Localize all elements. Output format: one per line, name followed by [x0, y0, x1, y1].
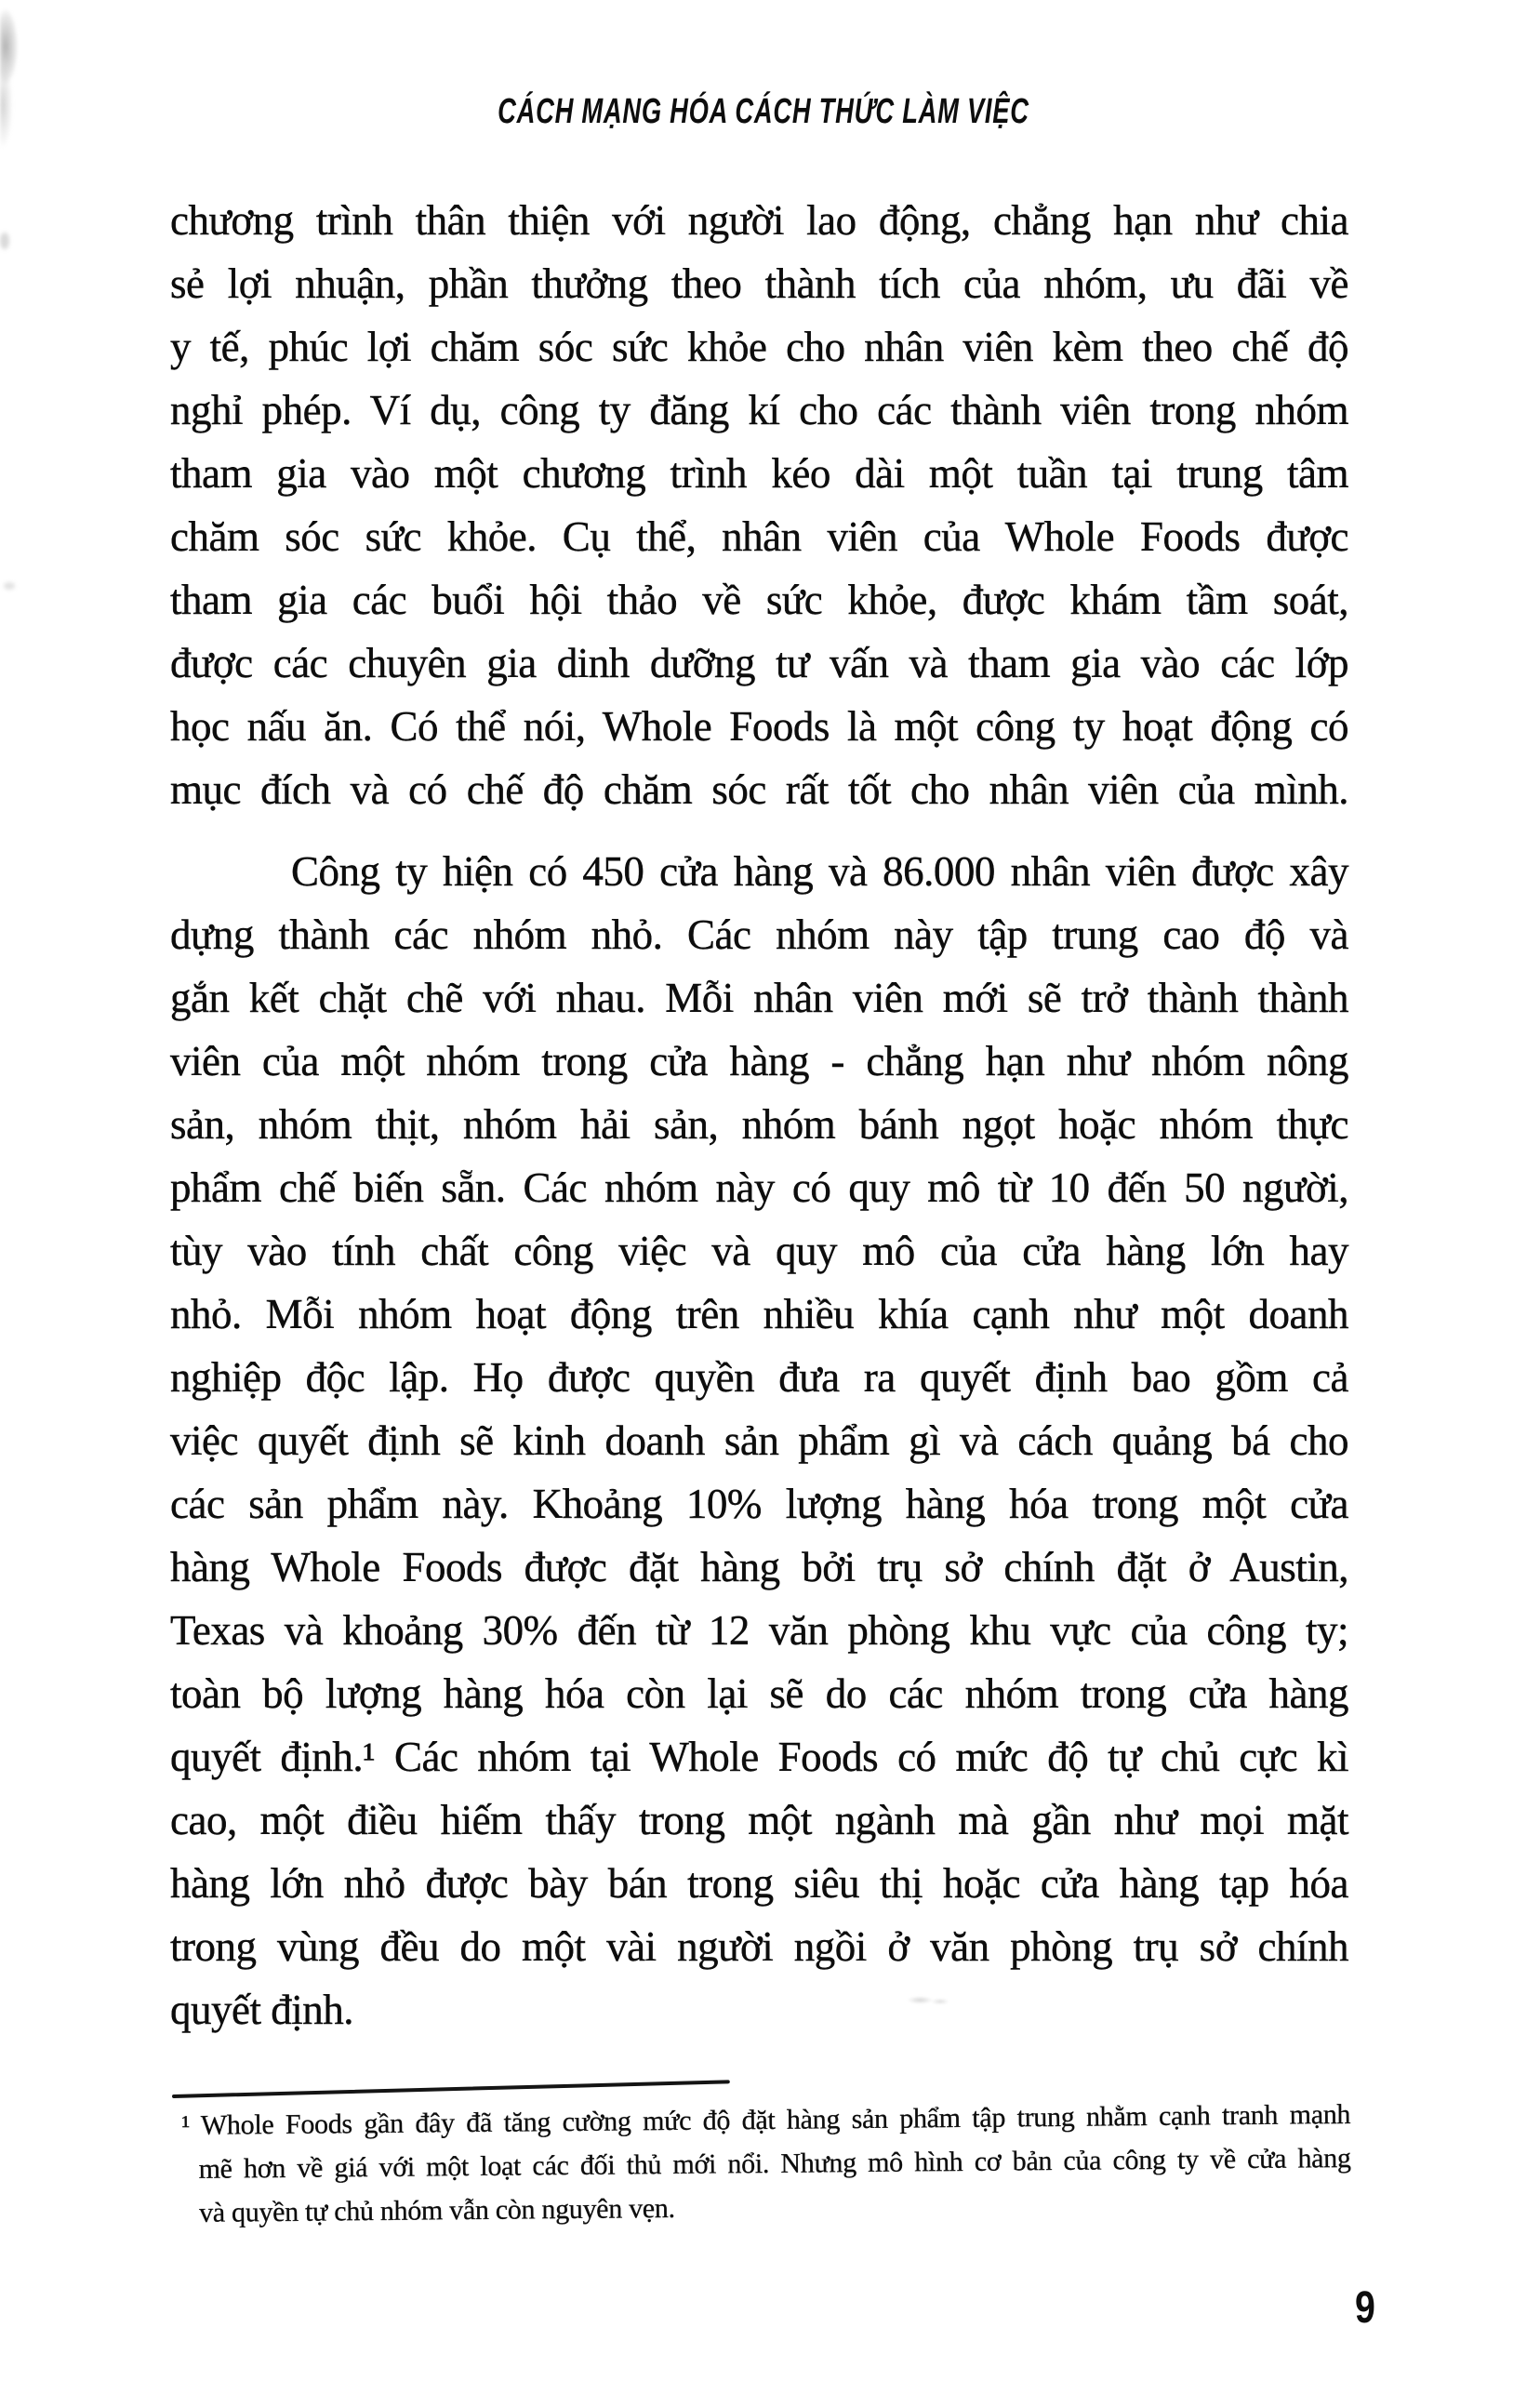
text-line: cao, một điều hiếm thấy trong một ngành mà gần như mọi mặt: [170, 1797, 1348, 1843]
text-line: phẩm chế biến sẵn. Các nhóm này có quy mô từ 10 đến 50 người,: [170, 1164, 1348, 1211]
text-line: Công ty hiện có 450 cửa hàng và 86.000 nhân viên được xây: [291, 848, 1348, 895]
page-number: 9: [1355, 2283, 1375, 2333]
text-line: mục đích và có chế độ chăm sóc rất tốt cho nhân viên của mình.: [170, 766, 1348, 813]
text-line: Texas và khoảng 30% đến từ 12 văn phòng khu vực của công ty;: [170, 1607, 1348, 1654]
text-line: sản, nhóm thịt, nhóm hải sản, nhóm bánh ngọt hoặc nhóm thực: [170, 1101, 1348, 1148]
body-text: [170, 189, 1348, 2041]
text-line: dựng thành các nhóm nhỏ. Các nhóm này tập trung cao độ và: [170, 911, 1348, 958]
text-line: y tế, phúc lợi chăm sóc sức khỏe cho nhân viên kèm theo chế độ: [170, 324, 1348, 370]
paragraph-1: [170, 189, 1348, 821]
text-line: nghỉ phép. Ví dụ, công ty đăng kí cho các thành viên trong nhóm: [170, 387, 1348, 433]
text-line: hàng lớn nhỏ được bày bán trong siêu thị hoặc cửa hàng tạp hóa: [170, 1860, 1348, 1907]
text-line: toàn bộ lượng hàng hóa còn lại sẽ do các nhóm trong cửa hàng: [170, 1670, 1348, 1717]
text-line: nhỏ. Mỗi nhóm hoạt động trên nhiều khía cạnh như một doanh: [170, 1291, 1348, 1337]
scan-speck-artifact: [0, 233, 9, 249]
text-line: nghiệp độc lập. Họ được quyền đưa ra quyết định bao gồm cả: [170, 1354, 1348, 1401]
text-line: tham gia vào một chương trình kéo dài một tuần tại trung tâm: [170, 450, 1348, 497]
text-line: học nấu ăn. Có thể nói, Whole Foods là một công ty hoạt động có: [170, 703, 1348, 750]
text-line: quyết định.¹ Các nhóm tại Whole Foods có mức độ tự chủ cực kì: [170, 1734, 1348, 1780]
text-line: các sản phẩm này. Khoảng 10% lượng hàng hóa trong một cửa: [170, 1481, 1348, 1527]
text-line: và quyền tự chủ nhóm vẫn còn nguyên vẹn.: [198, 2192, 675, 2228]
text-line: chăm sóc sức khỏe. Cụ thể, nhân viên của Whole Foods được: [170, 513, 1348, 560]
footnote-separator-rule: [172, 2080, 730, 2098]
text-line: gắn kết chặt chẽ với nhau. Mỗi nhân viên mới sẽ trở thành thành: [170, 975, 1348, 1021]
chapter-title: CÁCH MẠNG HÓA CÁCH THỨC LÀM VIỆC: [498, 92, 1029, 131]
paragraph-2: [170, 840, 1348, 2041]
text-line: sẻ lợi nhuận, phần thưởng theo thành tích của nhóm, ưu đãi về: [170, 260, 1348, 307]
text-line: tham gia các buổi hội thảo về sức khỏe, được khám tầm soát,: [170, 577, 1348, 623]
text-line: viên của một nhóm trong cửa hàng - chẳng hạn như nhóm nông: [170, 1038, 1348, 1084]
text-line: mẽ hơn về giá với một loạt các đối thủ mới nổi. Nhưng mô hình cơ bản của công ty về cửa hàng: [198, 2142, 1351, 2185]
text-line: việc quyết định sẽ kinh doanh sản phẩm gì và cách quảng bá cho: [170, 1417, 1348, 1464]
running-head: [0, 89, 1527, 141]
text-line: được các chuyên gia dinh dưỡng tư vấn và tham gia vào các lớp: [170, 640, 1348, 686]
text-line: hàng Whole Foods được đặt hàng bởi trụ sở chính đặt ở Austin,: [170, 1544, 1348, 1590]
scan-speck-artifact: [4, 582, 15, 590]
text-line: quyết định.: [170, 1987, 353, 2033]
text-line: ¹ Whole Foods gần đây đã tăng cường mức độ đặt hàng sản phẩm tập trung nhằm cạnh tranh mạnh: [181, 2098, 1351, 2141]
text-line: trong vùng đều do một vài người ngồi ở văn phòng trụ sở chính: [170, 1923, 1348, 1970]
text-line: tùy vào tính chất công việc và quy mô của cửa hàng lớn hay: [170, 1228, 1348, 1274]
text-line: chương trình thân thiện với người lao động, chẳng hạn như chia: [170, 197, 1348, 244]
footnote: [181, 2093, 1351, 2235]
